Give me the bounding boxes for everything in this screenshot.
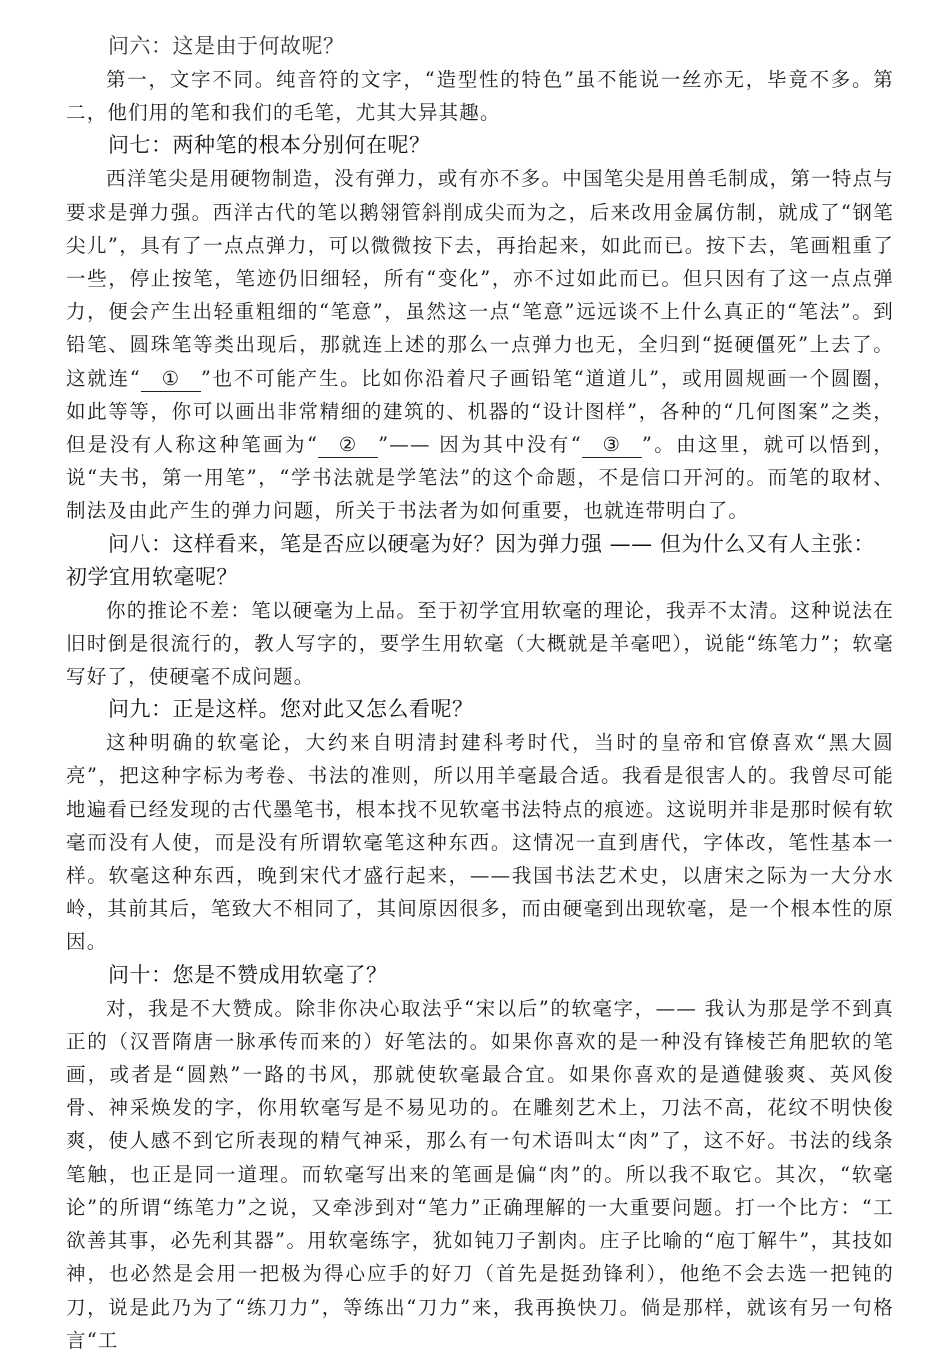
answer-10: 对，我是不大赞成。除非你决心取法乎“宋以后”的软毫字，—— 我认为那是学不到真正的（汉晋隋唐一脉承传而来的）好笔法的。如果你喜欢的是一种没有锋棱芒角肥软的笔画，或者是“圆熟”一路的书风，那就使软毫最合宜。如果你喜欢的是遒健骏爽、英风俊骨、神采焕发的字，你用软毫写是不易见功的。在雕刻艺术上，刀法不高，花纹不明快俊爽，使人感不到它所表现的精气神采，那么有一句术语叫太“肉”了，这不好。书法的线条笔触，也正是同一道理。而软毫写出来的笔画是偏“肉”的。所以我不取它。其次，“软毫论”的所谓“练笔力”之说，又牵涉到对“笔力”正确理解的一大重要问题。打一个比方：“工欲善其事，必先利其器”。用软毫练字，犹如钝刀子割肉。庄子比喻的“庖丁解牛”，其技如神，也必然是会用一把极为得心应手的好刀（首先是挺劲锋利），他绝不会去选一把钝的刀，说是此乃为了“练刀力”，等练出“刀力”来，我再换快刀。倘是那样，就该有另一句格言“工 — [66, 996, 894, 1352]
question-7: 问七：两种笔的根本分别何在呢？ — [108, 133, 431, 158]
answer-7-part-3: ”—— 因为其中没有“ — [378, 433, 582, 457]
blank-1: ① — [141, 367, 201, 392]
answer-7-part-2: ”也不可能产生。比如你沿着尺子画铅笔“道道儿”，或用圆规画一个圆圈，如此等等，你可以画出非常精细的建筑的、机器的“设计图样”，各种的“几何图案”之类，但是没有人称这种笔画为“ — [66, 366, 894, 457]
answer-6: 第一，文字不同。纯音符的文字，“造型性的特色”虽不能说一丝亦无，毕竟不多。第二，他们用的笔和我们的毛笔，尤其大异其趣。 — [66, 68, 894, 125]
answer-8: 你的推论不差：笔以硬毫为上品。至于初学宜用软毫的理论，我弄不太清。这种说法在旧时倒是很流行的，教人写字的，要学生用软毫（大概就是羊毫吧），说能“练笔力”；软毫写好了，使硬毫不成问题。 — [66, 598, 894, 689]
question-10: 问十：您是不赞成用软毫了？ — [108, 962, 388, 987]
blank-2: ② — [318, 433, 378, 458]
answer-9: 这种明确的软毫论，大约来自明清封建科考时代，当时的皇帝和官僚喜欢“黑大圆亮”，把这种字标为考卷、书法的准则，所以用羊毫最合适。我看是很害人的。我曾尽可能地遍看已经发现的古代墨笔书，根本找不见软毫书法特点的痕迹。这说明并非是那时候有软毫而没有人使，而是没有所谓软毫笔这种东西。这情况一直到唐代，字体改，笔性基本一样。软毫这种东西，晚到宋代才盛行起来，——我国书法艺术史，以唐宋之际为一大分水岭，其前其后，笔致大不相同了，其间原因很多，而由硬毫到出现软毫，是一个根本性的原因。 — [66, 731, 895, 954]
answer-7-part-4: ”。由这里，就可以悟到，说“夫书，第一用笔”，“学书法就是学笔法”的这个命题，不是信口开河的。而笔的取材、制法及由此产生的弹力问题，所关于书法者为如何重要，也就连带明白了。 — [66, 433, 894, 523]
answer-7 — [66, 162, 894, 527]
document-page — [66, 30, 894, 1357]
blank-3: ③ — [582, 433, 642, 458]
answer-7-part-1: 西洋笔尖是用硬物制造，没有弹力，或有亦不多。中国笔尖是用兽毛制成，第一特点与要求是弹力强。西洋古代的笔以鹅翎管斜削成尖而为之，后来改用金属仿制，就成了“钢笔尖儿”，具有了一点点弹力，可以微微按下去，再抬起来，如此而已。按下去，笔画粗重了一些，停止按笔，笔迹仍旧细轻，所有“变化”，亦不过如此而已。但只因有了这一点点弹力，便会产生出轻重粗细的“笔意”，虽然这一点“笔意”远远谈不上什么真正的“笔法”。到铅笔、圆珠笔等类出现后，那就连上述的那么一点弹力也无，全归到“挺硬僵死”上去了。这就连“ — [66, 167, 894, 390]
question-6: 问六：这是由于何故呢？ — [108, 34, 345, 58]
question-9: 问九：正是这样。您对此又怎么看呢？ — [108, 697, 474, 722]
question-8: 问八：这样看来，笔是否应以硬毫为好？因为弹力强 —— 但为什么又有人主张：初学宜用软毫呢？ — [66, 531, 875, 589]
